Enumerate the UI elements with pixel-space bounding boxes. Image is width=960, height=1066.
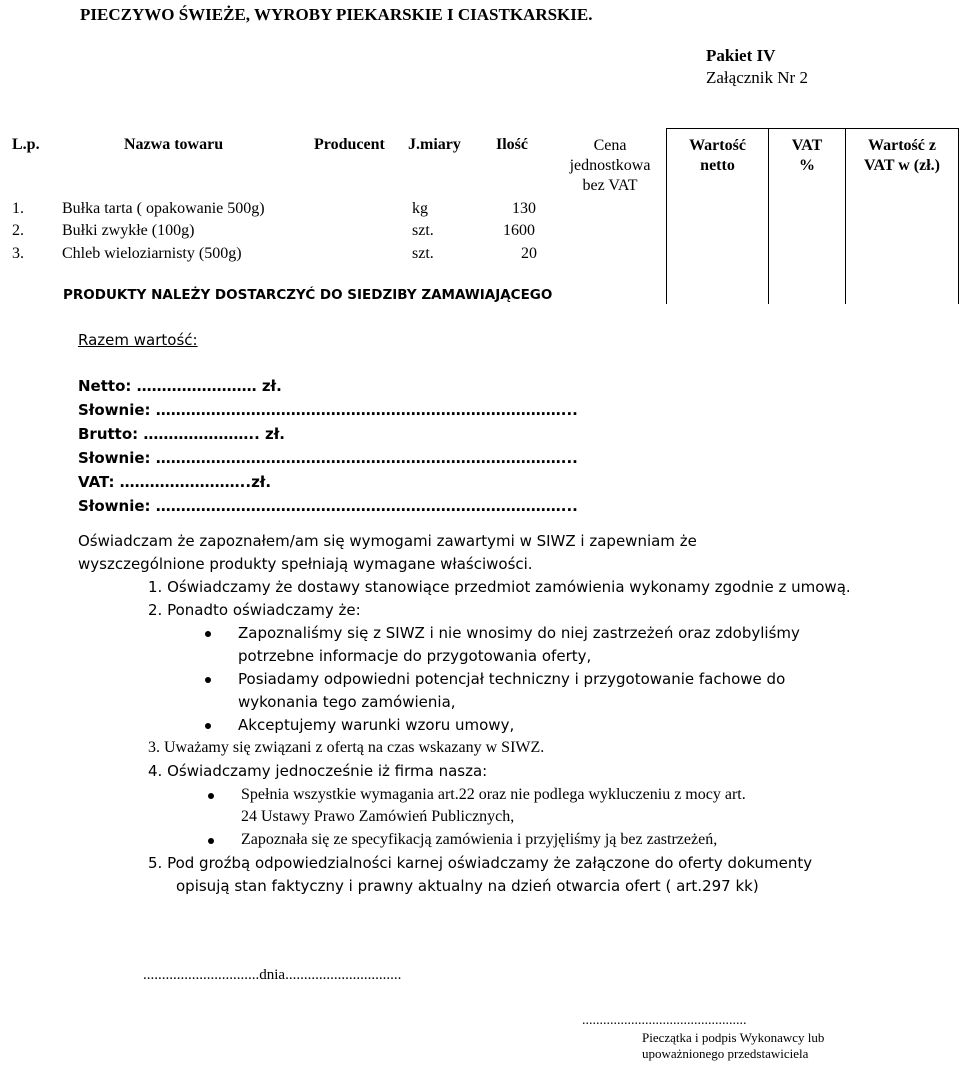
row-3-unit: szt. (412, 245, 434, 262)
col-netto: Wartość netto (689, 137, 746, 174)
row-3-qty: 20 (521, 245, 537, 262)
col-lp: L.p. (12, 136, 40, 153)
col-producent: Producent (314, 136, 385, 153)
col-vat: VAT % (791, 137, 823, 174)
signature-caption-2: upoważnionego przedstawiciela (642, 1046, 809, 1061)
row-3-name: Chleb wieloziarnisty (500g) (62, 245, 242, 262)
bullet-icon (205, 677, 211, 683)
summary-slownie-1: Słownie: ………………………………………………………………………... (78, 401, 578, 419)
declaration-point-1: 1. Oświadczamy że dostawy stanowiące przedmiot zamówienia wykonamy zgodnie z umową. (148, 578, 851, 596)
col-nazwa: Nazwa towaru (124, 136, 224, 153)
col-jmiary: J.miary (408, 136, 461, 153)
bullet-icon (205, 723, 211, 729)
summary-netto: Netto: …………………… zł. (78, 377, 282, 395)
declaration-bullet-4a: Spełnia wszystkie wymagania art.22 oraz nie podlega wykluczeniu z mocy art. (241, 786, 746, 803)
row-1-name: Bułka tarta ( opakowanie 500g) (62, 200, 265, 217)
declaration-point-4: 4. Oświadczamy jednocześnie iż firma nasza: (148, 762, 488, 780)
declaration-intro-2: wyszczególnione produkty spełniają wymagane właściwości. (78, 555, 533, 573)
signature-caption-1: Pieczątka i podpis Wykonawcy lub (642, 1030, 825, 1045)
attachment-label: Załącznik Nr 2 (706, 68, 808, 87)
declaration-point-2: 2. Ponadto oświadczamy że: (148, 601, 361, 619)
declaration-point-5b: opisują stan faktyczny i prawny aktualny na dzień otwarcia ofert ( art.297 kk) (176, 877, 759, 895)
summary-brutto: Brutto: ………………….. zł. (78, 425, 285, 443)
declaration-bullet-2b: wykonania tego zamówienia, (238, 693, 456, 711)
row-1-lp: 1. (12, 200, 24, 217)
declaration-bullet-1b: potrzebne informacje do przygotowania oferty, (238, 647, 592, 665)
page-title: PIECZYWO ŚWIEŻE, WYROBY PIEKARSKIE I CIASTKARSKIE. (80, 5, 593, 24)
bullet-icon (208, 838, 214, 844)
row-2-qty: 1600 (503, 222, 535, 239)
row-2-unit: szt. (412, 222, 434, 239)
col-brutto: Wartość z VAT w (zł.) (864, 137, 940, 174)
declaration-intro-1: Oświadczam że zapoznałem/am się wymogami zawartymi w SIWZ i zapewniam że (78, 532, 697, 550)
row-2-name: Bułki zwykłe (100g) (62, 222, 195, 239)
declaration-bullet-2a: Posiadamy odpowiedni potencjał techniczny i przygotowanie fachowe do (238, 670, 786, 688)
declaration-point-5a: 5. Pod groźbą odpowiedzialności karnej oświadczamy że załączone do oferty dokumenty (148, 854, 813, 872)
declaration-bullet-4b: 24 Ustawy Prawo Zamówień Publicznych, (241, 808, 515, 825)
row-1-qty: 130 (512, 200, 536, 217)
declaration-bullet-1a: Zapoznaliśmy się z SIWZ i nie wnosimy do niej zastrzeżeń oraz zdobyliśmy (238, 624, 800, 642)
delivery-note: PRODUKTY NALEŻY DOSTARCZYĆ DO SIEDZIBY ZAMAWIAJĄCEGO (63, 287, 553, 303)
signature-line: ............................................... (582, 1013, 747, 1028)
bullet-icon (208, 793, 214, 799)
summary-vat: VAT: ……………………..zł. (78, 473, 272, 491)
summary-slownie-2: Słownie: ………………………………………………………………………... (78, 449, 578, 467)
declaration-bullet-5: Zapoznała się ze specyfikacją zamówienia i przyjęliśmy ją bez zastrzeżeń, (241, 831, 718, 848)
col-cena: Cena jednostkowa bez VAT (569, 137, 651, 194)
bullet-icon (205, 631, 211, 637)
package-label: Pakiet IV (706, 46, 776, 65)
col-ilosc: Ilość (496, 136, 528, 153)
declaration-point-3: 3. Uważamy się związani z ofertą na czas wskazany w SIWZ. (148, 739, 545, 756)
summary-slownie-3: Słownie: ………………………………………………………………………... (78, 497, 578, 515)
declaration-bullet-3: Akceptujemy warunki wzoru umowy, (238, 716, 515, 734)
row-3-lp: 3. (12, 245, 24, 262)
row-2-lp: 2. (12, 222, 24, 239)
row-1-unit: kg (412, 200, 428, 217)
summary-heading: Razem wartość: (78, 331, 198, 349)
date-line: ...............................dnia............................... (143, 967, 402, 983)
